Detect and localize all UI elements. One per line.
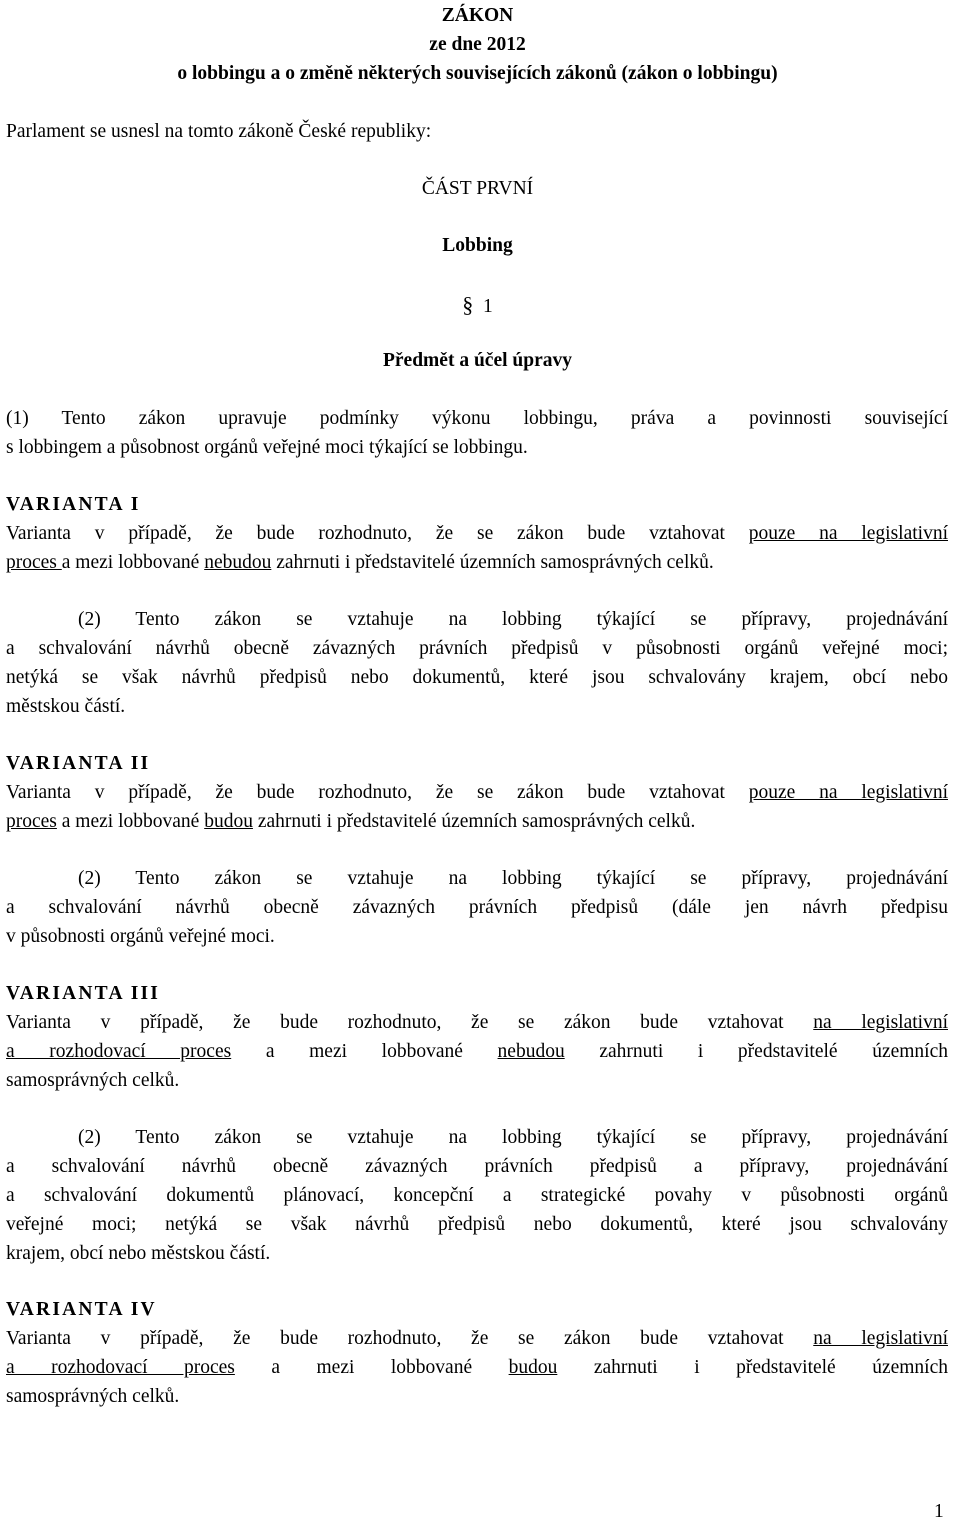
law-title: ZÁKON [441, 5, 514, 26]
variant-desc-text: Varianta v případě, že bude rozhodnuto, že se zákon bude vztahovat [6, 1328, 814, 1349]
variant-para-line: městskou částí. [6, 696, 126, 717]
variant-para-line: (2) Tento zákon se vztahuje na lobbing týkající se přípravy, projednávání [78, 1127, 948, 1148]
variant-desc-text: zahrnuti i představitelé územních [557, 1357, 948, 1378]
variant-desc-underlined: na legislativní [813, 1328, 948, 1349]
variant-desc-text: a mezi lobbované [234, 1357, 509, 1378]
part-title: Lobbing [442, 235, 513, 256]
page-number: 1 [934, 1501, 944, 1522]
variant-desc-line [6, 1324, 948, 1353]
part-heading: ČÁST PRVNÍ [421, 178, 534, 199]
variant-desc-underlined: proces [6, 552, 62, 573]
variant-para-line: krajem, obcí nebo městskou částí. [6, 1243, 271, 1264]
variant-heading: VARIANTA IV [6, 1299, 157, 1320]
variant-para-line: a schvalování návrhů obecně závazných právních předpisů a přípravy, projednávání [6, 1156, 948, 1177]
variant-desc-line [6, 1353, 948, 1382]
variant-desc-line: samosprávných celků. [6, 1386, 180, 1407]
variant-para-line: netýká se však návrhů předpisů nebo dokumentů, které jsou schvalovány krajem, obcí nebo [6, 667, 948, 688]
section-number [0, 290, 955, 321]
para1-line: (1) Tento zákon upravuje podmínky výkonu lobbingu, práva a povinnosti související [6, 408, 948, 429]
variant-para-line: (2) Tento zákon se vztahuje na lobbing týkající se přípravy, projednávání [78, 868, 948, 889]
variant-desc-underlined: nebudou [204, 552, 272, 573]
variant-desc-underlined: budou [508, 1357, 558, 1378]
variant-desc-text: Varianta v případě, že bude rozhodnuto, že se zákon bude vztahovat [6, 1012, 814, 1033]
variant-desc-line [6, 807, 695, 836]
variant-desc-text: a mezi lobbované [61, 552, 205, 573]
intro-text: Parlament se usnesl na tomto zákoně České republiky: [6, 121, 432, 142]
variant-desc-line [6, 548, 714, 577]
variant-para-line: (2) Tento zákon se vztahuje na lobbing týkající se přípravy, projednávání [78, 609, 948, 630]
variant-desc-underlined: nebudou [497, 1041, 565, 1062]
variant-desc-text: zahrnuti i představitelé územních samosprávných celků. [252, 811, 696, 832]
variant-desc-text: zahrnuti i představitelé územních samosprávných celků. [271, 552, 714, 573]
para1-line: s lobbingem a působnost orgánů veřejné moci týkající se lobbingu. [6, 437, 528, 458]
law-date: ze dne 2012 [429, 34, 526, 55]
variant-desc-line: samosprávných celků. [6, 1070, 180, 1091]
variant-desc-text: Varianta v případě, že bude rozhodnuto, že se zákon bude vztahovat [6, 523, 749, 544]
variant-desc-line [6, 778, 948, 807]
variant-desc-text: zahrnuti i představitelé územních [564, 1041, 948, 1062]
variant-para-line: a schvalování návrhů obecně závazných právních předpisů (dále jen návrh předpisu [6, 897, 948, 918]
section-number-value: 1 [483, 296, 493, 317]
variant-desc-underlined: budou [204, 811, 253, 832]
section-title: Předmět a účel úpravy [382, 350, 572, 371]
variant-desc-line [6, 1008, 948, 1037]
variant-desc-text: a mezi lobbované [56, 811, 205, 832]
variant-desc-line [6, 1037, 948, 1066]
variant-heading: VARIANTA I [6, 494, 141, 515]
section-symbol: § [462, 292, 474, 317]
variant-desc-text: Varianta v případě, že bude rozhodnuto, že se zákon bude vztahovat [6, 782, 749, 803]
variant-para-line: a schvalování návrhů obecně závazných právních předpisů v působnosti orgánů veřejné moci; [6, 638, 948, 659]
variant-heading: VARIANTA III [6, 983, 161, 1004]
variant-desc-text: a mezi lobbované [231, 1041, 498, 1062]
variant-desc-underlined: a rozhodovací proces [6, 1041, 232, 1062]
variant-desc-underlined: proces [6, 811, 57, 832]
variant-para-line: v působnosti orgánů veřejné moci. [6, 926, 275, 947]
variant-desc-underlined: pouze na legislativní [748, 782, 948, 803]
variant-desc-underlined: a rozhodovací proces [6, 1357, 235, 1378]
variant-desc-underlined: na legislativní [813, 1012, 948, 1033]
variant-para-line: a schvalování dokumentů plánovací, koncepční a strategické povahy v působnosti orgánů [6, 1185, 948, 1206]
variant-desc-line [6, 519, 948, 548]
law-subtitle: o lobbingu a o změně některých souvisejících zákonů (zákon o lobbingu) [177, 63, 778, 84]
variant-para-line: veřejné moci; netýká se však návrhů předpisů nebo dokumentů, které jsou schvalovány [6, 1214, 948, 1235]
variant-desc-underlined: pouze na legislativní [748, 523, 948, 544]
variant-heading: VARIANTA II [6, 753, 151, 774]
